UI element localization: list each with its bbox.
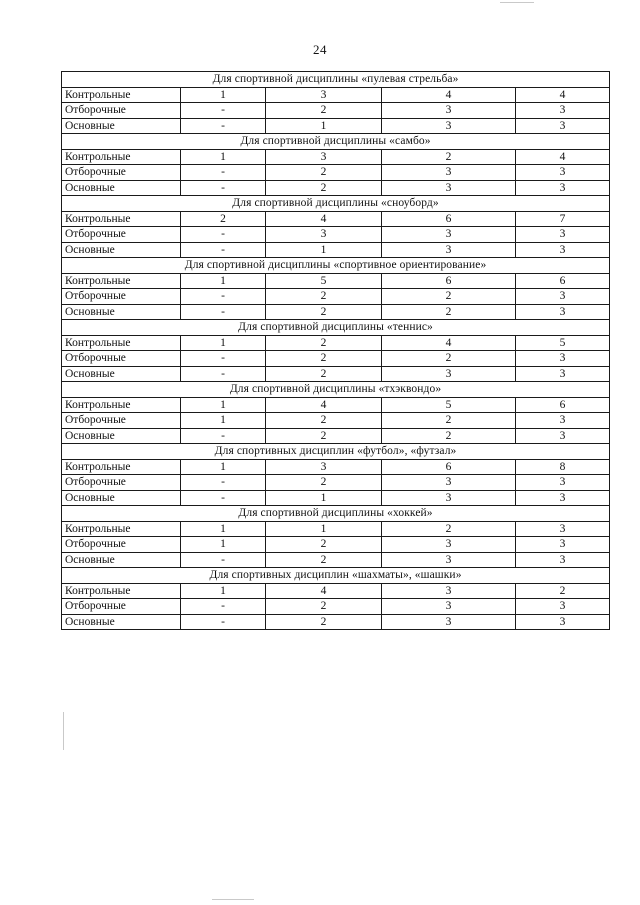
- stage-label: Отборочные: [62, 413, 181, 429]
- value-cell: 1: [181, 87, 266, 103]
- value-cell: 2: [382, 304, 516, 320]
- table-row: [62, 351, 610, 367]
- value-cell: -: [181, 475, 266, 491]
- section-title: Для спортивной дисциплины «хоккей»: [62, 506, 610, 522]
- value-cell: 2: [266, 289, 382, 305]
- value-cell: 3: [516, 242, 610, 258]
- stage-label: Отборочные: [62, 103, 181, 119]
- table-row: [62, 289, 610, 305]
- table-row: [62, 521, 610, 537]
- value-cell: 2: [266, 304, 382, 320]
- section-title: Для спортивной дисциплины «спортивное ориентирование»: [62, 258, 610, 274]
- value-cell: 6: [382, 211, 516, 227]
- stage-label: Отборочные: [62, 351, 181, 367]
- value-cell: 3: [516, 537, 610, 553]
- value-cell: 2: [382, 413, 516, 429]
- stage-label: Основные: [62, 614, 181, 630]
- value-cell: 2: [181, 211, 266, 227]
- value-cell: 2: [266, 366, 382, 382]
- value-cell: 3: [266, 149, 382, 165]
- stage-label: Контрольные: [62, 335, 181, 351]
- value-cell: 2: [382, 521, 516, 537]
- table-row: [62, 552, 610, 568]
- value-cell: 2: [266, 475, 382, 491]
- stage-label: Контрольные: [62, 273, 181, 289]
- value-cell: 3: [382, 475, 516, 491]
- value-cell: 2: [382, 289, 516, 305]
- value-cell: -: [181, 289, 266, 305]
- section-title: Для спортивных дисциплин «футбол», «футзал»: [62, 444, 610, 460]
- stage-label: Отборочные: [62, 165, 181, 181]
- stage-label: Основные: [62, 242, 181, 258]
- value-cell: -: [181, 351, 266, 367]
- value-cell: 2: [266, 428, 382, 444]
- value-cell: -: [181, 227, 266, 243]
- table-row: [62, 459, 610, 475]
- value-cell: 5: [516, 335, 610, 351]
- stage-label: Основные: [62, 304, 181, 320]
- table-row: [62, 242, 610, 258]
- stage-label: Контрольные: [62, 149, 181, 165]
- value-cell: 4: [516, 149, 610, 165]
- section-title: Для спортивных дисциплин «шахматы», «шашки»: [62, 568, 610, 584]
- section-title-row: [62, 134, 610, 150]
- value-cell: 3: [382, 103, 516, 119]
- value-cell: -: [181, 552, 266, 568]
- value-cell: 3: [382, 537, 516, 553]
- value-cell: 3: [516, 304, 610, 320]
- table-row: [62, 335, 610, 351]
- table-row: [62, 149, 610, 165]
- value-cell: 2: [266, 552, 382, 568]
- table-row: [62, 180, 610, 196]
- value-cell: 1: [266, 490, 382, 506]
- table-row: [62, 227, 610, 243]
- stage-label: Отборочные: [62, 599, 181, 615]
- value-cell: 3: [516, 490, 610, 506]
- scan-mark: [63, 712, 64, 750]
- stage-label: Отборочные: [62, 537, 181, 553]
- section-title-row: [62, 568, 610, 584]
- value-cell: -: [181, 366, 266, 382]
- value-cell: 1: [266, 242, 382, 258]
- value-cell: 4: [382, 87, 516, 103]
- value-cell: 4: [266, 211, 382, 227]
- table-row: [62, 537, 610, 553]
- value-cell: 2: [266, 537, 382, 553]
- value-cell: 3: [266, 227, 382, 243]
- value-cell: 1: [181, 459, 266, 475]
- section-title-row: [62, 72, 610, 88]
- stage-label: Контрольные: [62, 521, 181, 537]
- section-title-row: [62, 258, 610, 274]
- value-cell: -: [181, 599, 266, 615]
- stage-label: Контрольные: [62, 397, 181, 413]
- scan-mark: [212, 899, 254, 900]
- stage-label: Контрольные: [62, 583, 181, 599]
- table-row: [62, 211, 610, 227]
- value-cell: 1: [181, 583, 266, 599]
- stage-label: Основные: [62, 118, 181, 134]
- value-cell: 1: [181, 413, 266, 429]
- value-cell: 3: [516, 599, 610, 615]
- value-cell: 2: [266, 413, 382, 429]
- value-cell: 3: [382, 552, 516, 568]
- value-cell: 4: [266, 583, 382, 599]
- section-title: Для спортивной дисциплины «теннис»: [62, 320, 610, 336]
- value-cell: 1: [181, 335, 266, 351]
- value-cell: 3: [382, 490, 516, 506]
- value-cell: 4: [516, 87, 610, 103]
- section-title-row: [62, 320, 610, 336]
- value-cell: 3: [516, 614, 610, 630]
- value-cell: 1: [181, 521, 266, 537]
- table-row: [62, 583, 610, 599]
- table-row: [62, 614, 610, 630]
- value-cell: -: [181, 242, 266, 258]
- stage-label: Основные: [62, 180, 181, 196]
- value-cell: 3: [382, 227, 516, 243]
- value-cell: -: [181, 490, 266, 506]
- page-number: 24: [313, 42, 327, 57]
- value-cell: 2: [382, 149, 516, 165]
- value-cell: 3: [516, 552, 610, 568]
- table-row: [62, 103, 610, 119]
- competitions-table: [61, 71, 610, 630]
- value-cell: 3: [382, 242, 516, 258]
- value-cell: 3: [516, 413, 610, 429]
- value-cell: 6: [382, 459, 516, 475]
- table-row: [62, 87, 610, 103]
- value-cell: 3: [382, 583, 516, 599]
- value-cell: 3: [382, 180, 516, 196]
- value-cell: 1: [266, 521, 382, 537]
- stage-label: Отборочные: [62, 227, 181, 243]
- stage-label: Отборочные: [62, 475, 181, 491]
- value-cell: 3: [516, 103, 610, 119]
- table-row: [62, 599, 610, 615]
- value-cell: 2: [516, 583, 610, 599]
- value-cell: 3: [516, 521, 610, 537]
- table-body: [62, 72, 610, 630]
- stage-label: Основные: [62, 552, 181, 568]
- value-cell: 5: [382, 397, 516, 413]
- scan-mark: [500, 2, 534, 3]
- stage-label: Основные: [62, 366, 181, 382]
- stage-label: Основные: [62, 428, 181, 444]
- value-cell: 3: [382, 165, 516, 181]
- value-cell: 4: [382, 335, 516, 351]
- value-cell: 3: [516, 351, 610, 367]
- value-cell: 1: [266, 118, 382, 134]
- value-cell: 3: [382, 366, 516, 382]
- section-title-row: [62, 382, 610, 398]
- value-cell: 3: [382, 614, 516, 630]
- section-title-row: [62, 444, 610, 460]
- stage-label: Контрольные: [62, 211, 181, 227]
- value-cell: -: [181, 103, 266, 119]
- value-cell: 8: [516, 459, 610, 475]
- table-row: [62, 397, 610, 413]
- value-cell: -: [181, 165, 266, 181]
- stage-label: Контрольные: [62, 87, 181, 103]
- value-cell: 4: [266, 397, 382, 413]
- value-cell: 1: [181, 397, 266, 413]
- table-row: [62, 475, 610, 491]
- value-cell: 1: [181, 537, 266, 553]
- value-cell: 3: [516, 475, 610, 491]
- section-title-row: [62, 196, 610, 212]
- table-row: [62, 366, 610, 382]
- value-cell: 3: [516, 165, 610, 181]
- stage-label: Отборочные: [62, 289, 181, 305]
- value-cell: 2: [266, 335, 382, 351]
- table-row: [62, 165, 610, 181]
- value-cell: 3: [516, 227, 610, 243]
- value-cell: -: [181, 180, 266, 196]
- value-cell: -: [181, 304, 266, 320]
- value-cell: 3: [266, 87, 382, 103]
- value-cell: 2: [266, 103, 382, 119]
- stage-label: Контрольные: [62, 459, 181, 475]
- value-cell: 6: [382, 273, 516, 289]
- value-cell: 1: [181, 273, 266, 289]
- table-row: [62, 490, 610, 506]
- value-cell: 5: [266, 273, 382, 289]
- value-cell: 3: [266, 459, 382, 475]
- value-cell: 3: [382, 599, 516, 615]
- stage-label: Основные: [62, 490, 181, 506]
- table-row: [62, 273, 610, 289]
- value-cell: 1: [181, 149, 266, 165]
- value-cell: 2: [266, 180, 382, 196]
- value-cell: -: [181, 614, 266, 630]
- value-cell: 3: [516, 366, 610, 382]
- table-row: [62, 428, 610, 444]
- section-title: Для спортивной дисциплины «самбо»: [62, 134, 610, 150]
- section-title: Для спортивной дисциплины «пулевая стрельба»: [62, 72, 610, 88]
- value-cell: 3: [516, 428, 610, 444]
- value-cell: 3: [382, 118, 516, 134]
- value-cell: 3: [516, 289, 610, 305]
- value-cell: 2: [266, 614, 382, 630]
- value-cell: 2: [266, 351, 382, 367]
- table-row: [62, 413, 610, 429]
- value-cell: 2: [266, 165, 382, 181]
- value-cell: 3: [516, 180, 610, 196]
- value-cell: 2: [266, 599, 382, 615]
- section-title: Для спортивной дисциплины «сноуборд»: [62, 196, 610, 212]
- section-title-row: [62, 506, 610, 522]
- value-cell: 2: [382, 428, 516, 444]
- value-cell: 2: [382, 351, 516, 367]
- table-row: [62, 304, 610, 320]
- value-cell: 6: [516, 397, 610, 413]
- value-cell: -: [181, 118, 266, 134]
- value-cell: 7: [516, 211, 610, 227]
- value-cell: 3: [516, 118, 610, 134]
- value-cell: 6: [516, 273, 610, 289]
- table-row: [62, 118, 610, 134]
- section-title: Для спортивной дисциплины «тхэквондо»: [62, 382, 610, 398]
- value-cell: -: [181, 428, 266, 444]
